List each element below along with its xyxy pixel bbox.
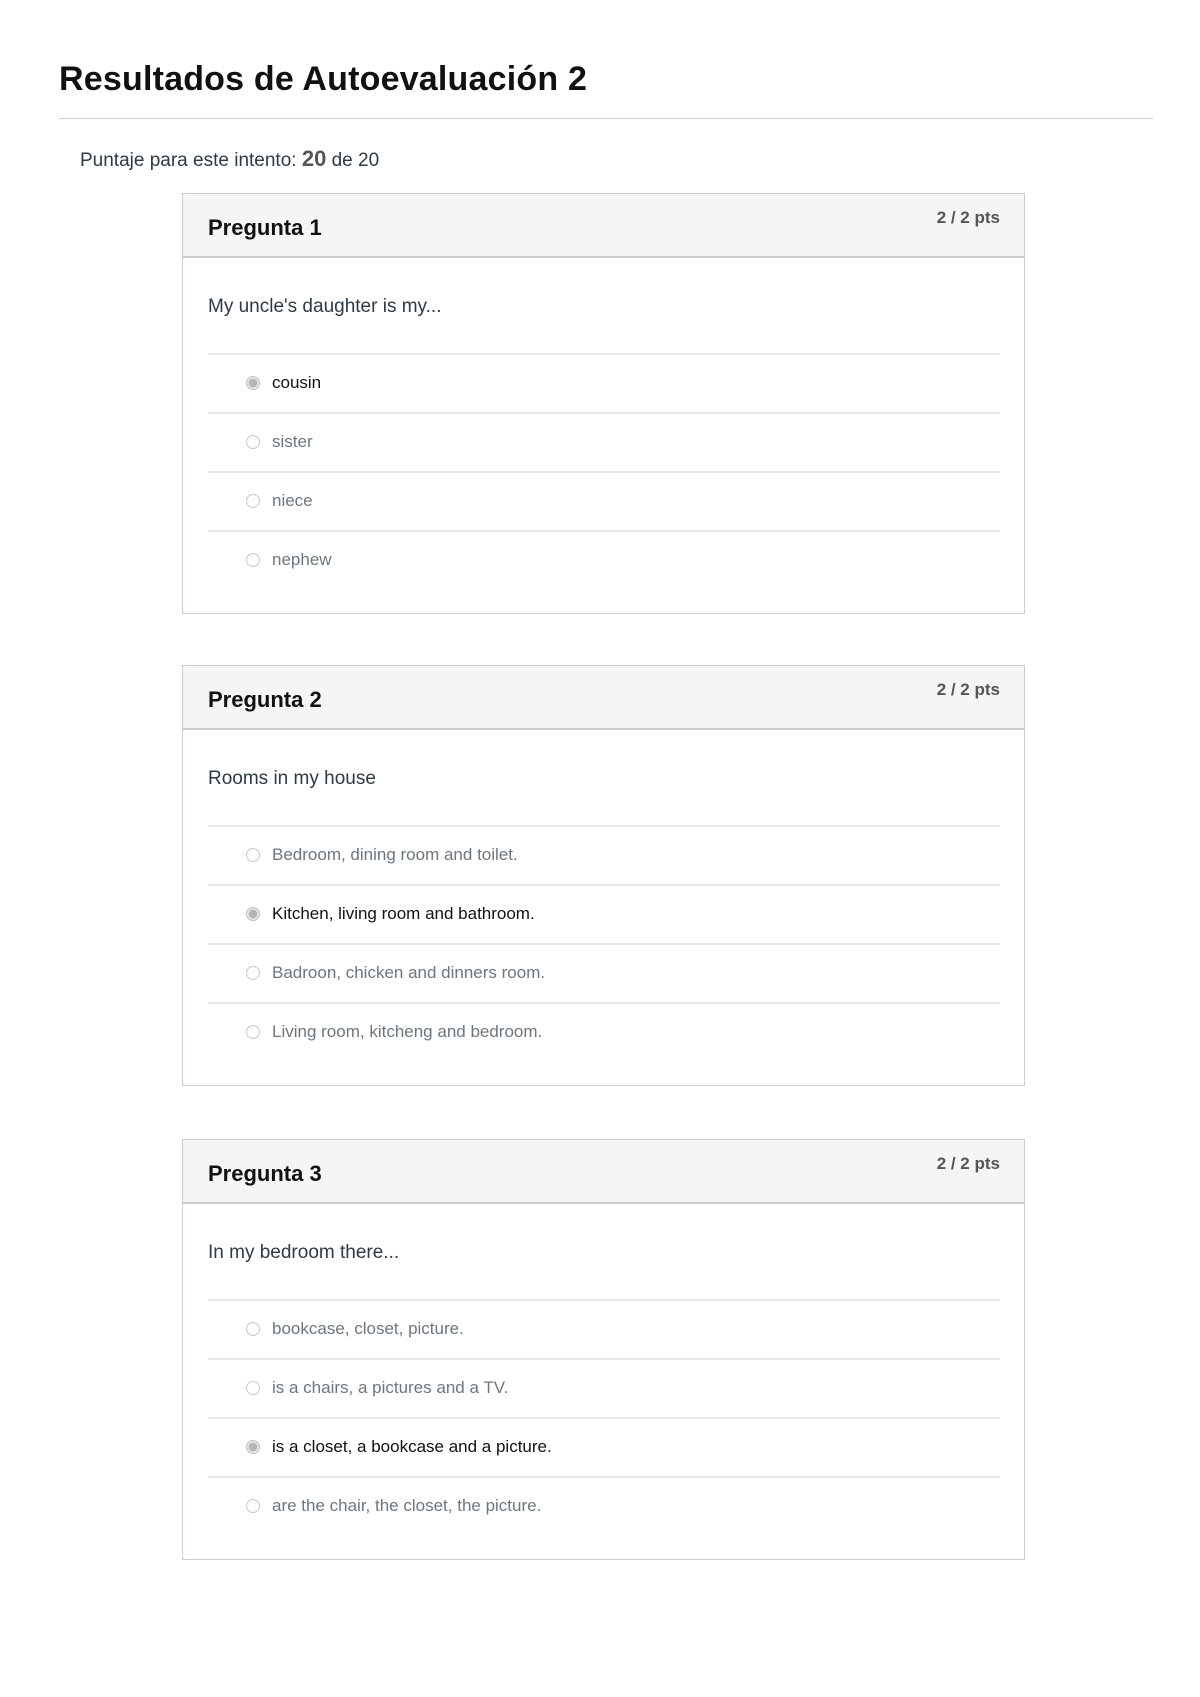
answer-option[interactable] [208, 1004, 1000, 1061]
answer-label: Badroon, chicken and dinners room. [272, 963, 546, 982]
answer-label: cousin [272, 373, 322, 392]
question-header [183, 194, 1024, 258]
radio-button-icon[interactable] [246, 1381, 260, 1395]
question-header [183, 1140, 1024, 1204]
question-points: 2 / 2 pts [936, 208, 1000, 227]
answer-option[interactable] [208, 355, 1000, 414]
answer-list [208, 827, 1000, 1085]
question-title: Pregunta 3 [208, 1161, 322, 1186]
radio-button-icon[interactable] [246, 966, 260, 980]
answer-option[interactable] [208, 414, 1000, 473]
radio-button-icon[interactable] [246, 1025, 260, 1039]
title-divider [59, 118, 1153, 119]
answer-option[interactable] [208, 473, 1000, 532]
question-title: Pregunta 1 [208, 215, 322, 240]
answer-option[interactable] [208, 1301, 1000, 1360]
answer-label: is a closet, a bookcase and a picture. [272, 1437, 552, 1456]
answer-option[interactable] [208, 827, 1000, 886]
score-total: 20 [358, 150, 380, 171]
question-card-3 [182, 1139, 1025, 1560]
answer-option[interactable] [208, 1478, 1000, 1535]
radio-button-icon[interactable] [246, 553, 260, 567]
radio-button-icon[interactable] [246, 435, 260, 449]
answer-option[interactable] [208, 532, 1000, 589]
answer-label: Living room, kitcheng and bedroom. [272, 1022, 543, 1041]
question-card-1 [182, 193, 1025, 614]
radio-button-icon[interactable] [246, 376, 260, 390]
score-summary [80, 146, 379, 172]
answer-option[interactable] [208, 945, 1000, 1004]
score-separator: de [331, 150, 353, 171]
radio-button-icon[interactable] [246, 1440, 260, 1454]
question-points: 2 / 2 pts [936, 680, 1000, 699]
answer-option[interactable] [208, 886, 1000, 945]
answer-label: bookcase, closet, picture. [272, 1319, 464, 1338]
radio-button-icon[interactable] [246, 494, 260, 508]
question-points: 2 / 2 pts [936, 1154, 1000, 1173]
answer-label: Bedroom, dining room and toilet. [272, 845, 518, 864]
question-body [183, 258, 1024, 613]
question-body [183, 1204, 1024, 1559]
answer-option[interactable] [208, 1360, 1000, 1419]
question-card-2 [182, 665, 1025, 1086]
answer-option[interactable] [208, 1419, 1000, 1478]
radio-button-icon[interactable] [246, 1499, 260, 1513]
score-value: 20 [301, 146, 327, 171]
answer-list [208, 355, 1000, 613]
question-body [183, 730, 1024, 1085]
answer-label: are the chair, the closet, the picture. [272, 1496, 542, 1515]
question-text: In my bedroom there... [208, 1204, 1000, 1301]
answer-list [208, 1301, 1000, 1559]
question-title: Pregunta 2 [208, 687, 322, 712]
answer-label: niece [272, 491, 313, 510]
answer-label: is a chairs, a pictures and a TV. [272, 1378, 509, 1397]
answer-label: sister [272, 432, 313, 451]
answer-label: Kitchen, living room and bathroom. [272, 904, 535, 923]
question-header [183, 666, 1024, 730]
score-label: Puntaje para este intento: [80, 150, 297, 171]
question-text: Rooms in my house [208, 730, 1000, 827]
answer-label: nephew [272, 550, 332, 569]
radio-button-icon[interactable] [246, 1322, 260, 1336]
page-title: Resultados de Autoevaluación 2 [59, 60, 588, 98]
question-text: My uncle's daughter is my... [208, 258, 1000, 355]
radio-button-icon[interactable] [246, 907, 260, 921]
radio-button-icon[interactable] [246, 848, 260, 862]
